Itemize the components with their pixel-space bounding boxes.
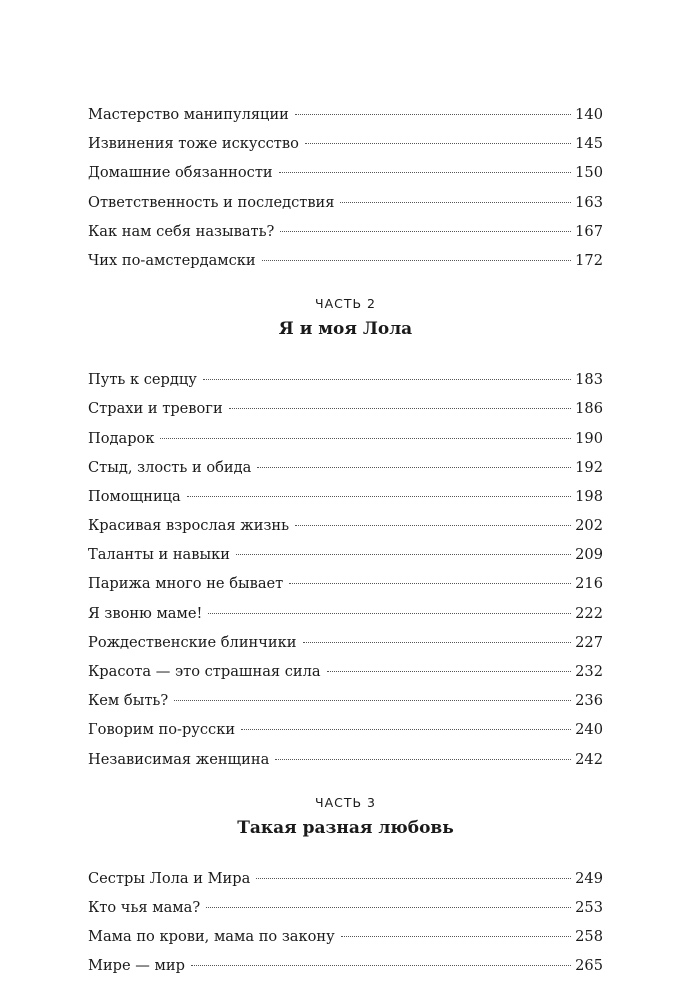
dot-leader: [160, 438, 571, 439]
toc-entry-page: 242: [575, 750, 603, 768]
toc-entry[interactable]: [88, 217, 603, 246]
toc-entry-title: Стыд, злость и обида: [88, 458, 252, 476]
toc-entry-page: 227: [575, 633, 603, 651]
toc-entry-page: 222: [575, 604, 603, 622]
toc-entry-title: Извинения тоже искусство: [88, 135, 299, 153]
toc-entry-page: 192: [575, 458, 603, 476]
toc-entry-page: 186: [575, 400, 603, 418]
toc-entry-title: Путь к сердцу: [88, 371, 197, 389]
dot-leader: [262, 260, 571, 261]
toc-entry[interactable]: [88, 453, 603, 482]
part2-header: [88, 296, 603, 341]
dot-leader: [341, 936, 571, 937]
toc-entry-page: 145: [575, 135, 603, 153]
toc-entry[interactable]: [88, 482, 603, 511]
dot-leader: [327, 671, 572, 672]
toc-entry[interactable]: [88, 745, 603, 774]
dot-leader: [241, 729, 571, 730]
toc-entry[interactable]: [88, 100, 603, 129]
toc-entry-page: 172: [575, 251, 603, 269]
toc-entry[interactable]: [88, 424, 603, 453]
dot-leader: [206, 907, 571, 908]
dot-leader: [257, 467, 571, 468]
dot-leader: [256, 878, 571, 879]
toc-entry-title: Парижа много не бывает: [88, 575, 284, 593]
dot-leader: [295, 525, 571, 526]
dot-leader: [236, 554, 571, 555]
toc-entry[interactable]: [88, 686, 603, 715]
toc-entry-title: Таланты и навыки: [88, 546, 230, 564]
toc-entry[interactable]: [88, 540, 603, 569]
toc-entry-title: Сестры Лола и Мира: [88, 869, 251, 887]
toc-entry-page: 190: [575, 429, 603, 447]
part-label: ЧАСТЬ 3: [315, 794, 376, 810]
toc-entry-title: Независимая женщина: [88, 750, 270, 768]
part3-header: [88, 795, 603, 840]
dot-leader: [203, 379, 571, 380]
part3-entries: [88, 864, 603, 981]
toc-entry-page: 209: [575, 546, 603, 564]
toc-entry[interactable]: [88, 628, 603, 657]
dot-leader: [187, 496, 571, 497]
toc-entry[interactable]: [88, 394, 603, 423]
toc-entry-title: Мире — мир: [88, 957, 185, 975]
part2-entries: [88, 365, 603, 774]
dot-leader: [275, 759, 571, 760]
toc-entry-title: Домашние обязанности: [88, 164, 273, 182]
toc-entry-page: 265: [575, 957, 603, 975]
toc-entry-title: Говорим по-русски: [88, 721, 236, 739]
toc-entry[interactable]: [88, 599, 603, 628]
toc-entry[interactable]: [88, 129, 603, 158]
table-of-contents: [88, 100, 603, 981]
dot-leader: [340, 202, 571, 203]
toc-entry-page: 253: [575, 898, 603, 916]
toc-entry-title: Красивая взрослая жизнь: [88, 517, 290, 535]
toc-entry-page: 216: [575, 575, 603, 593]
toc-entry[interactable]: [88, 922, 603, 951]
toc-entry-page: 240: [575, 721, 603, 739]
dot-leader: [280, 231, 571, 232]
dot-leader: [295, 114, 571, 115]
toc-entry-page: 163: [575, 193, 603, 211]
toc-entry[interactable]: [88, 365, 603, 394]
toc-entry-page: 232: [575, 663, 603, 680]
toc-entry[interactable]: [88, 158, 603, 187]
toc-entry-page: 202: [575, 517, 603, 535]
dot-leader: [279, 172, 571, 173]
toc-entry-title: Страхи и тревоги: [88, 400, 223, 418]
part-title: Такая разная любовь: [237, 817, 454, 838]
dot-leader: [174, 700, 571, 701]
toc-entry-page: 140: [575, 106, 603, 123]
toc-entry-page: 150: [575, 164, 603, 182]
toc-entry[interactable]: [88, 893, 603, 922]
part1-entries: [88, 100, 603, 275]
toc-entry-title: Кто чья мама?: [88, 898, 201, 916]
toc-entry-page: 236: [575, 692, 603, 710]
dot-leader: [289, 583, 571, 584]
toc-entry-title: Кем быть?: [88, 692, 169, 710]
toc-entry-title: Красота — это страшная сила: [88, 663, 321, 680]
dot-leader: [303, 642, 572, 643]
toc-entry-title: Рождественские блинчики: [88, 633, 297, 651]
toc-entry[interactable]: [88, 511, 603, 540]
toc-entry[interactable]: [88, 864, 603, 893]
dot-leader: [208, 613, 571, 614]
toc-entry[interactable]: [88, 188, 603, 217]
dot-leader: [191, 965, 571, 966]
toc-entry-title: Помощница: [88, 487, 181, 505]
toc-entry-title: Мастерство манипуляции: [88, 106, 289, 123]
toc-entry-page: 183: [575, 371, 603, 389]
dot-leader: [305, 143, 571, 144]
toc-entry[interactable]: [88, 569, 603, 598]
toc-entry[interactable]: [88, 657, 603, 686]
toc-entry-page: 198: [575, 487, 603, 505]
dot-leader: [229, 408, 571, 409]
toc-entry-title: Ответственность и последствия: [88, 193, 335, 211]
toc-entry-page: 249: [575, 869, 603, 887]
toc-entry-page: 167: [575, 222, 603, 240]
toc-entry[interactable]: [88, 246, 603, 275]
toc-entry[interactable]: [88, 715, 603, 744]
part-title: Я и моя Лола: [278, 319, 413, 340]
toc-entry[interactable]: [88, 951, 603, 980]
toc-entry-title: Чих по-амстердамски: [88, 251, 256, 269]
toc-entry-title: Мама по крови, мама по закону: [88, 928, 335, 946]
toc-entry-title: Как нам себя называть?: [88, 222, 275, 240]
toc-entry-page: 258: [575, 928, 603, 946]
part-label: ЧАСТЬ 2: [315, 296, 376, 312]
toc-entry-title: Подарок: [88, 429, 155, 447]
toc-entry-title: Я звоню маме!: [88, 604, 203, 622]
